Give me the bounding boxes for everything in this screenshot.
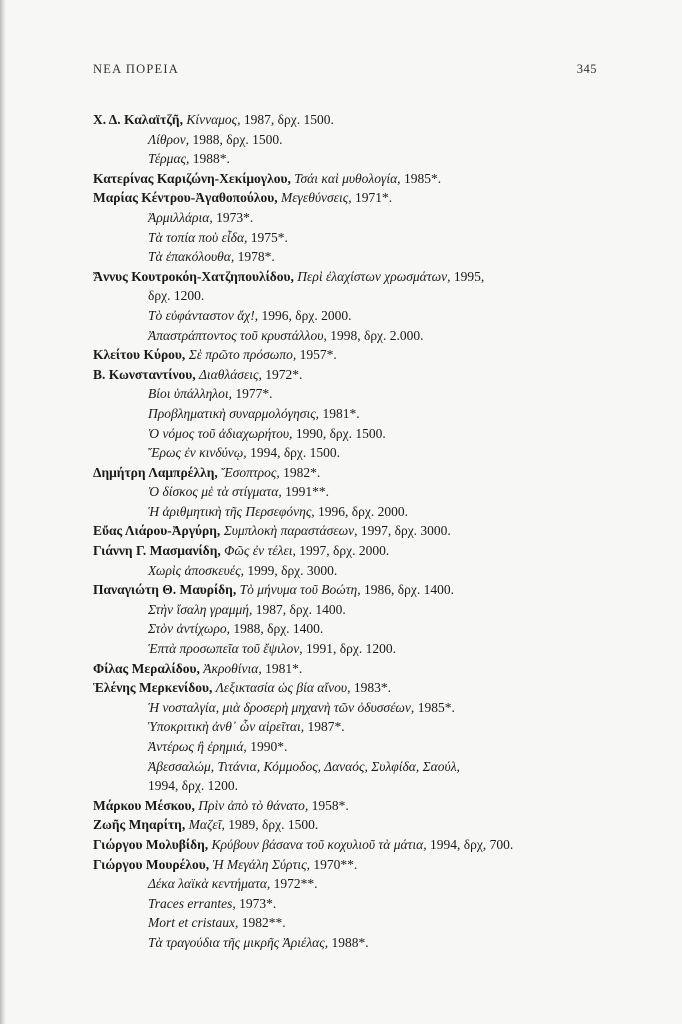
work-line — [93, 737, 653, 757]
work-title: Συμπλοκὴ παραστάσεων, — [223, 523, 358, 539]
work-details: 1972**. — [270, 876, 318, 892]
work-details: 1990, δρχ. 1500. — [292, 425, 386, 441]
work-title: Λίθρον, — [148, 131, 190, 147]
entry-line — [93, 110, 653, 130]
work-title: Τέρμας, — [148, 151, 190, 167]
work-details: 1977*. — [232, 386, 273, 402]
work-title: Προβληματικὴ συναρμολόγησις, — [148, 405, 320, 421]
work-details: 1994, δρχ. 1500. — [246, 445, 341, 461]
work-details: 1981*. — [261, 660, 303, 676]
entry-line — [93, 169, 653, 189]
work-details: 1978*. — [234, 249, 275, 265]
work-title: Σὲ πρῶτο πρόσωπο, — [188, 347, 297, 363]
work-line — [93, 933, 653, 953]
work-title: Περὶ ἐλαχίστων χρωσμάτων, — [297, 268, 451, 284]
work-title: Τσάι καὶ μυθολογία, — [294, 170, 401, 186]
work-details: 1996, δρχ. 2000. — [258, 307, 352, 323]
work-line — [93, 384, 653, 404]
work-line — [93, 208, 653, 228]
author-name: Δημήτρη Λαμπρέλλη, — [93, 464, 218, 480]
work-details: 1988*. — [328, 934, 369, 950]
work-details: 1985*. — [400, 170, 442, 186]
work-line — [93, 130, 653, 150]
work-title: Τὸ εὐφάνταστον ἄχ!, — [148, 307, 259, 323]
work-details: 1989, δρχ. 1500. — [224, 817, 319, 833]
work-continuation-line — [93, 286, 653, 306]
page-number: 345 — [576, 62, 597, 76]
work-title: Δέκα λαϊκὰ κεντήματα, — [148, 876, 271, 892]
entry-line — [93, 659, 653, 679]
work-title: Μεγεθύνσεις, — [280, 190, 352, 206]
author-name: Ζωῆς Μηαρίτη, — [93, 817, 186, 833]
author-name: Κατερίνας Καριζώνη-Χεκίμογλου, — [93, 170, 291, 186]
work-details: 1997, δρχ. 2000. — [295, 543, 390, 559]
work-details: 1988*. — [189, 151, 230, 167]
work-title: Τὸ μήνυμα τοῦ Βοώτη, — [239, 582, 361, 598]
work-details: 1987*. — [304, 719, 345, 735]
work-title: Χωρὶς ἀποσκευές, — [148, 562, 244, 578]
work-details: 1972*. — [261, 366, 303, 382]
work-title: Τὰ τοπία ποὺ εἶδα, — [148, 229, 248, 245]
work-details: 1987, δρχ. 1400. — [252, 601, 346, 617]
work-details: 1994, δρχ, 700. — [426, 836, 514, 852]
work-title: Ὁ δίσκος μὲ τὰ στίγματα, — [148, 484, 282, 500]
work-details: 1973*. — [235, 895, 277, 911]
author-name: Μαρίας Κέντρου-Ἀγαθοπούλου, — [93, 190, 278, 206]
author-name: Κλείτου Κύρου, — [93, 347, 186, 363]
work-details: 1973*. — [212, 209, 254, 225]
entry-line — [93, 463, 653, 483]
work-details: 1999, δρχ. 3000. — [243, 562, 338, 578]
work-title: Τὰ τραγούδια τῆς μικρῆς Ἀριέλας, — [148, 934, 329, 950]
work-details: 1983*. — [350, 680, 391, 696]
work-line — [93, 306, 653, 326]
work-line — [93, 717, 653, 737]
work-title: Ἀντέρως ἢ ἐρημιά, — [148, 739, 247, 754]
bibliography-list — [93, 110, 653, 953]
author-name: Γιώργου Μουρέλου, — [93, 856, 210, 872]
author-name: Παναγιώτη Θ. Μαυρίδη, — [93, 582, 237, 598]
work-line — [93, 619, 653, 639]
entry-line — [93, 796, 653, 816]
author-name: Φίλας Μεραλίδου, — [93, 660, 200, 676]
work-title: Τὰ ἐπακόλουθα, — [148, 249, 235, 265]
work-line — [93, 482, 653, 502]
journal-title: ΝΕΑ ΠΟΡΕΙΑ — [93, 62, 179, 76]
work-line — [93, 757, 653, 777]
work-details: 1988, δρχ. 1400. — [229, 621, 324, 637]
work-details: 1996, δρχ. 2000. — [314, 503, 409, 519]
work-title: Ἡ ἀριθμητικὴ τῆς Περσεφόνης, — [148, 503, 315, 519]
work-title: Ἡ Μεγάλη Σύρτις, — [212, 856, 310, 872]
work-line — [93, 600, 653, 620]
work-line — [93, 874, 653, 894]
work-details: 1991, δρχ. 1200. — [302, 641, 397, 657]
work-line — [93, 404, 653, 424]
author-name: Ἄννυς Κουτροκόη-Χατζηπουλίδου, — [93, 268, 294, 284]
work-details: 1988, δρχ. 1500. — [189, 131, 283, 147]
work-details: 1985*. — [414, 699, 455, 715]
work-details: 1995, — [450, 268, 485, 284]
work-title: Φῶς ἐν τέλει, — [224, 543, 296, 559]
work-title: Στὸν ἀντίχωρο, — [148, 621, 230, 637]
work-title: Κρύβουν βάσανα τοῦ κοχυλιοῦ τὰ μάτια, — [211, 836, 427, 852]
work-line — [93, 894, 653, 914]
entry-line — [93, 815, 653, 835]
entry-line — [93, 541, 653, 561]
entry-line — [93, 345, 653, 365]
work-title: Ἔσοπτρος, — [221, 464, 280, 480]
work-details: 1997, δρχ. 3000. — [357, 523, 451, 539]
work-details: 1975*. — [247, 229, 288, 245]
entry-line — [93, 580, 653, 600]
work-continuation-line — [93, 776, 653, 796]
work-line — [93, 443, 653, 463]
author-name: Β. Κωνσταντίνου, — [93, 366, 196, 382]
work-details-continued: 1994, δρχ. 1200. — [148, 778, 238, 794]
entry-line — [93, 365, 653, 385]
entry-line — [93, 678, 653, 698]
entry-line — [93, 188, 653, 208]
author-name: Εὔας Λιάρου-Ἀργύρη, — [93, 523, 221, 539]
work-details-continued: δρχ. 1200. — [148, 288, 205, 304]
work-title: Κίνναμος, — [186, 112, 241, 127]
work-details: 1998, δρχ. 2.000. — [326, 327, 424, 343]
work-line — [93, 424, 653, 444]
work-line — [93, 502, 653, 522]
entry-line — [93, 835, 653, 855]
work-title: Ἀρμιλλάρια, — [148, 209, 213, 225]
work-title: Ἀκροθίνια, — [203, 660, 262, 676]
work-line — [93, 247, 653, 267]
work-title: Ἀβεσσαλώμ, Τιτάνια, Κόμμοδος, Δαναός, Συλφίδα, Σαούλ, — [148, 758, 460, 774]
work-title: Μαζεῖ, — [188, 817, 225, 833]
work-title: Διαθλάσεις, — [198, 366, 262, 382]
work-details: 1986, δρχ. 1400. — [360, 582, 454, 598]
work-line — [93, 639, 653, 659]
author-name: Γιώργου Μολυβίδη, — [93, 836, 209, 852]
work-details: 1981*. — [319, 405, 360, 421]
work-details: 1990*. — [246, 739, 288, 754]
running-header — [93, 62, 597, 77]
work-line — [93, 149, 653, 169]
author-name: Χ. Δ. Καλαϊτζῆ, — [93, 112, 183, 127]
work-title: Πρὶν ἀπὸ τὸ θάνατο, — [198, 797, 309, 813]
work-title: Traces errantes, — [148, 895, 236, 911]
work-details: 1982**. — [238, 915, 286, 931]
author-name: Ἑλένης Μερκενίδου, — [93, 680, 213, 696]
entry-line — [93, 855, 653, 875]
work-title: Ἔρως ἐν κινδύνῳ, — [148, 445, 247, 461]
work-line — [93, 326, 653, 346]
work-title: Ὑποκριτικὴ ἀνθ᾿ ὧν αἱρεῖται, — [148, 719, 305, 735]
work-line — [93, 228, 653, 248]
page-binding-shadow — [0, 0, 6, 1024]
work-title: Στὴν ἴσαλη γραμμή, — [148, 601, 253, 617]
work-title: Ἑπτὰ προσωπεῖα τοῦ ἔψιλον, — [148, 641, 303, 657]
work-details: 1982*. — [279, 464, 321, 480]
work-title: Ἀπαστράπτοντος τοῦ κρυστάλλου, — [148, 327, 327, 343]
work-line — [93, 561, 653, 581]
work-details: 1958*. — [308, 797, 349, 813]
work-details: 1991**. — [281, 484, 329, 500]
work-title: Mort et cristaux, — [148, 915, 239, 931]
work-title: Βίοι ὑπάλληλοι, — [148, 386, 233, 402]
work-details: 1987, δρχ. 1500. — [240, 112, 334, 127]
entry-line — [93, 521, 653, 541]
work-title: Ὁ νόμος τοῦ ἀδιαχωρήτου, — [148, 425, 293, 441]
work-details: 1970**. — [309, 856, 358, 872]
author-name: Μάρκου Μέσκου, — [93, 797, 195, 813]
work-line — [93, 913, 653, 933]
work-title: Ἡ νοσταλγία, μιὰ δροσερὴ μηχανὴ τῶν ὀδυσσέων, — [148, 699, 415, 715]
work-line — [93, 698, 653, 718]
entry-line — [93, 267, 653, 287]
work-details: 1957*. — [296, 347, 337, 363]
work-details: 1971*. — [351, 190, 393, 206]
author-name: Γιάννη Γ. Μασμανίδη, — [93, 543, 221, 559]
work-title: Λεξικτασία ὡς βία αἴνου, — [215, 680, 351, 696]
